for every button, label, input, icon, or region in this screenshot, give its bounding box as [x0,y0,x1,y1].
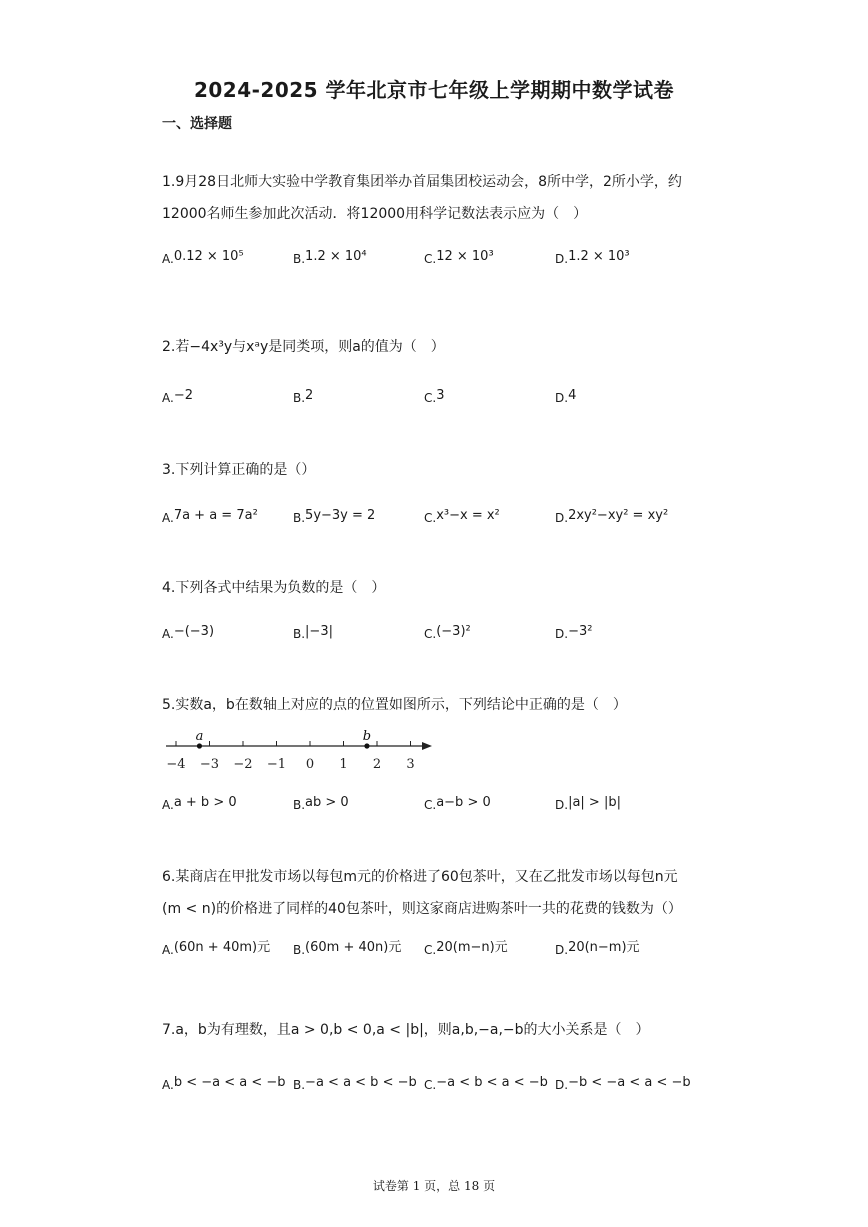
question-1 [162,166,722,230]
number-line-tick-label: 0 [305,757,315,772]
option-b[interactable]: B.1.2 × 10⁴ [293,249,367,266]
option-c[interactable]: C.12 × 10³ [424,249,494,266]
question-3 [162,454,722,486]
question-4-options [162,624,722,650]
question-7 [162,1014,722,1046]
question-stem-line: 6.某商店在甲批发市场以每包m元的价格进了60包茶叶，又在乙批发市场以每包n元 [162,869,678,885]
option-d[interactable]: D.4 [555,388,577,405]
option-b[interactable]: B.5y−3y = 2 [293,508,376,525]
question-6 [162,861,722,925]
section-heading: 一、选择题 [162,116,232,132]
question-2 [162,331,722,363]
number-line-tick-label: 2 [372,757,382,772]
question-stem-line: 5.实数a，b在数轴上对应的点的位置如图所示，下列结论中正确的是（ ） [162,697,627,713]
option-c[interactable]: C.20(m−n)元 [424,940,508,957]
question-stem-line: 12000名师生参加此次活动．将12000用科学记数法表示应为（ ） [162,206,588,222]
option-c[interactable]: C.3 [424,388,445,405]
option-a[interactable]: A.(60n + 40m)元 [162,940,271,957]
question-2-options [162,388,722,414]
page-footer: 试卷第 1 页，总 18 页 [372,1179,496,1193]
option-a[interactable]: A.0.12 × 10⁵ [162,249,244,266]
number-line-tick-label: −3 [199,757,220,772]
page-title: 2024-2025 学年北京市七年级上学期期中数学试卷 [193,78,675,102]
number-line-tick-label: 1 [339,757,348,772]
option-c[interactable]: C.x³−x = x² [424,508,500,525]
option-a[interactable]: A.−2 [162,388,193,405]
option-c[interactable]: C.(−3)² [424,624,471,641]
option-b[interactable]: B.ab > 0 [293,795,349,812]
number-line-point-b [364,743,369,748]
question-5-options [162,795,722,821]
option-d[interactable]: D.−b < −a < a < −b [555,1075,691,1092]
number-line-point-a [197,743,202,748]
question-6-options [162,936,722,962]
question-3-options [162,508,722,534]
option-d[interactable]: D.−3² [555,624,593,641]
question-stem-line: 4.下列各式中结果为负数的是（ ） [162,580,386,596]
option-a[interactable]: A.b < −a < a < −b [162,1075,286,1092]
number-line-tick-label: 3 [406,757,415,772]
number-line-arrow [422,742,432,750]
number-line-point-label: b [362,729,372,744]
option-b[interactable]: B.|−3| [293,624,333,641]
number-line-figure [158,728,448,778]
number-line-tick-label: −4 [166,757,186,772]
number-line-ticks [176,741,411,746]
number-line-tick-label: −2 [233,757,253,772]
option-d[interactable]: D.|a| > |b| [555,795,621,812]
option-b[interactable]: B.(60m + 40n)元 [293,940,402,957]
question-1-options [162,249,722,275]
option-c[interactable]: C.a−b > 0 [424,795,491,812]
question-stem-line: 1.9月28日北师大实验中学教育集团举办首届集团校运动会，8所中学，2所小学，约 [162,174,682,190]
option-a[interactable]: A.−(−3) [162,624,215,641]
option-b[interactable]: B.−a < a < b < −b [293,1075,417,1092]
option-c[interactable]: C.−a < b < a < −b [424,1075,548,1092]
option-a[interactable]: A.7a + a = 7a² [162,508,258,525]
option-d[interactable]: D.2xy²−xy² = xy² [555,508,669,525]
option-a[interactable]: A.a + b > 0 [162,795,237,812]
number-line-tick-labels [166,757,414,772]
question-stem-line: (m < n)的价格进了同样的40包茶叶，则这家商店进购茶叶一共的花费的钱数为（） [162,901,682,917]
option-b[interactable]: B.2 [293,388,314,405]
option-d[interactable]: D.20(n−m)元 [555,940,640,957]
option-d[interactable]: D.1.2 × 10³ [555,249,630,266]
question-stem-line: 7.a，b为有理数，且a > 0,b < 0,a < |b|，则a,b,−a,−b的大小关系是（ ） [162,1022,650,1038]
question-stem-line: 2.若−4x³y与xᵃy是同类项，则a的值为（ ） [162,339,445,355]
number-line-tick-label: −1 [266,757,287,772]
question-4 [162,572,722,604]
question-stem-line: 3.下列计算正确的是（） [162,462,316,478]
question-5 [162,689,722,721]
question-7-options [162,1075,722,1101]
number-line-point-label: a [195,729,204,744]
